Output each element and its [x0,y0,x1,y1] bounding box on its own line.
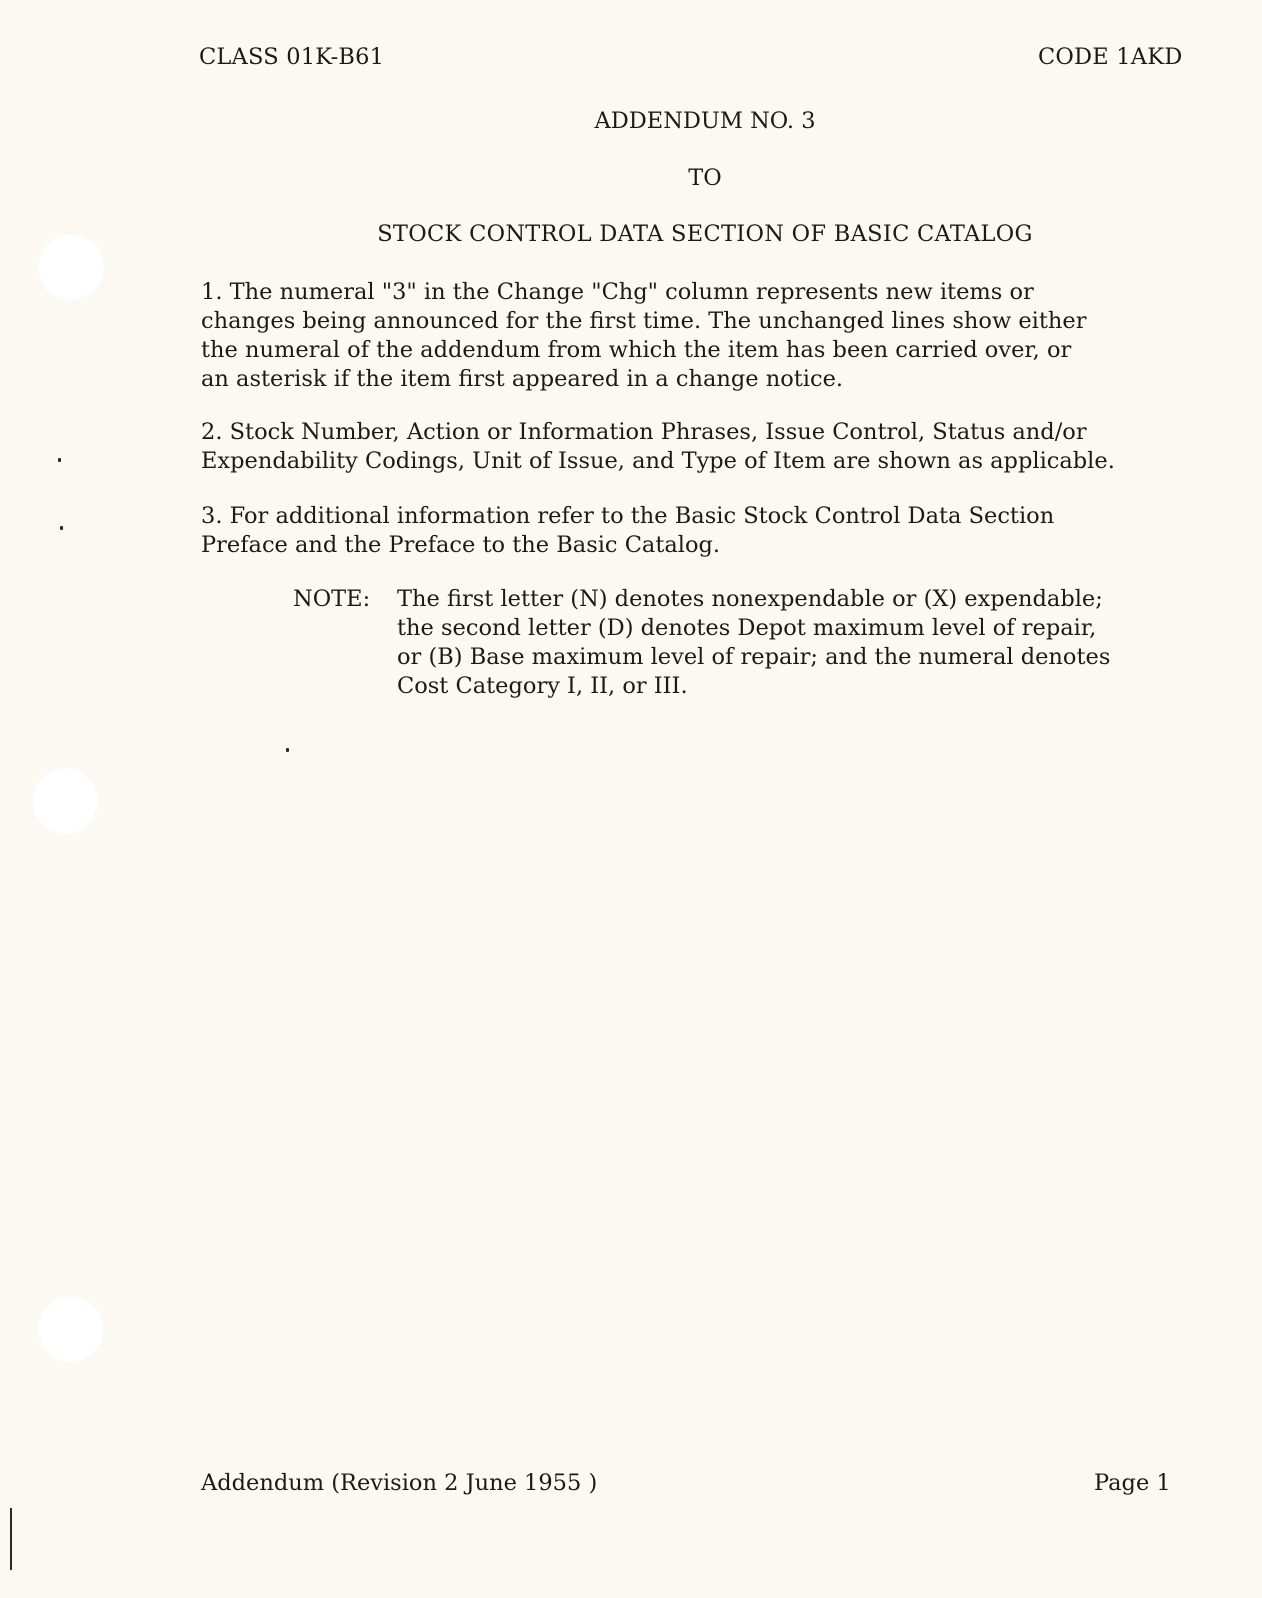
ink-speck [60,526,63,530]
paragraph-line: changes being announced for the first time. The unchanged lines show either [201,308,1087,334]
note-line: The first letter (N) denotes nonexpendable or (X) expendable; [397,586,1103,612]
note-line: or (B) Base maximum level of repair; and the numeral denotes [397,644,1111,670]
document-title: STOCK CONTROL DATA SECTION OF BASIC CATALOG [377,221,1033,247]
paragraph-3 [201,502,1054,560]
paragraph-line: 3. For additional information refer to the Basic Stock Control Data Section [201,503,1055,529]
addendum-number: ADDENDUM NO. 3 [594,108,816,134]
paragraph-1 [201,278,1086,394]
punch-hole-middle [32,768,98,834]
paragraph-line: an asterisk if the item first appeared in a change notice. [201,366,844,392]
class-code: CLASS 01K-B61 [199,44,385,70]
document-code: CODE 1AKD [1038,44,1183,70]
note-line: the second letter (D) denotes Depot maximum level of repair, [397,615,1097,641]
addendum-to: TO [688,165,722,191]
paragraph-line: 1. The numeral "3" in the Change "Chg" column represents new items or [201,279,1034,305]
paragraph-line: the numeral of the addendum from which the item has been carried over, or [201,337,1072,363]
ink-speck [58,458,61,462]
note-label: NOTE: [293,586,371,612]
ink-speck [286,748,289,752]
paragraph-line: Preface and the Preface to the Basic Catalog. [201,532,721,558]
binder-edge-mark [10,1508,12,1570]
note-line: Cost Category I, II, or III. [397,673,688,699]
punch-hole-bottom [38,1296,104,1362]
paragraph-line: 2. Stock Number, Action or Information Phrases, Issue Control, Status and/or [201,419,1087,445]
paragraph-line: Expendability Codings, Unit of Issue, and Type of Item are shown as applicable. [201,448,1115,474]
page-number: Page 1 [1094,1470,1171,1496]
note-body [397,585,1110,701]
revision-footer: Addendum (Revision 2 June 1955 ) [201,1470,598,1496]
paragraph-2 [201,418,1115,476]
